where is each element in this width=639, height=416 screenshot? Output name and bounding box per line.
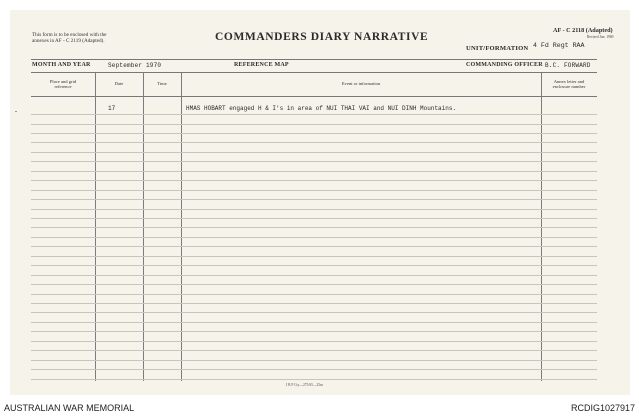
ruled-line — [31, 180, 597, 181]
header-top-rule — [31, 59, 597, 60]
table-header-bottom-rule — [31, 96, 597, 97]
form-code: AF - C 2118 (Adapted) — [553, 27, 613, 34]
ruled-line — [31, 284, 597, 285]
ruled-line — [31, 322, 597, 323]
ruled-line — [31, 124, 597, 125]
revised-note: Revised Jun. 1969 — [587, 35, 614, 39]
unit-formation-label: UNIT/FORMATION — [466, 45, 529, 52]
month-year-label: MONTH AND YEAR — [32, 62, 91, 68]
enclose-note-line-1: This form is to be enclosed with the — [32, 32, 107, 38]
entry-event: HMAS HOBART engaged H & I's in area of NUI THAI VAI and NUI DINH Mountains. — [186, 105, 457, 112]
ruled-line — [31, 369, 597, 370]
col-head-place-line-1: Place and grid — [49, 79, 77, 84]
printer-line: I B P Cty—275/65—25m — [286, 383, 323, 387]
commanding-officer-value: B.C. FORWARD — [545, 62, 591, 69]
ruled-line — [31, 379, 597, 380]
table-top-rule — [31, 72, 597, 73]
ruled-line — [31, 171, 597, 172]
ruled-line — [31, 142, 597, 143]
col-head-time — [143, 81, 181, 86]
ruled-line — [31, 218, 597, 219]
ruled-line — [31, 152, 597, 153]
ruled-line — [31, 341, 597, 342]
ruled-line — [31, 303, 597, 304]
ruled-line — [31, 227, 597, 228]
col-head-date — [95, 81, 143, 86]
ruled-line — [31, 350, 597, 351]
col-head-time-line-1: Time — [157, 81, 167, 86]
col-head-date-line-1: Date — [114, 81, 124, 86]
margin-tick — [15, 111, 17, 112]
ruled-line — [31, 161, 597, 162]
ruled-line — [31, 209, 597, 210]
ruled-line — [31, 331, 597, 332]
ruled-line — [31, 294, 597, 295]
ruled-line — [31, 275, 597, 276]
ruled-line — [31, 265, 597, 266]
col-head-annex-line-1: Annex letter and — [553, 79, 585, 84]
col-head-event-line-1: Event or information — [341, 81, 381, 86]
col-head-place-line-2: reference — [54, 84, 72, 90]
enclose-note-line-2: annexes in AF - C 2119 (Adapted). — [32, 38, 105, 45]
col-head-event — [181, 81, 541, 86]
ruled-line — [31, 133, 597, 134]
unit-formation-value: 4 Fd Regt RAA — [533, 42, 585, 49]
month-year-value: September 1970 — [108, 62, 162, 69]
enclose-note — [32, 32, 106, 44]
ruled-line — [31, 256, 597, 257]
ruled-line — [31, 190, 597, 191]
ruled-line — [31, 360, 597, 361]
col-head-annex — [541, 79, 597, 90]
archive-caption: AUSTRALIAN WAR MEMORIAL — [4, 403, 135, 413]
col-head-annex-line-2: enclosure number — [552, 84, 586, 90]
ruled-line — [31, 199, 597, 200]
archive-id: RCDIG1027917 — [570, 403, 635, 413]
ruled-line — [31, 312, 597, 313]
form-title: COMMANDERS DIARY NARRATIVE — [215, 31, 429, 43]
ruled-line — [31, 246, 597, 247]
ruled-line — [31, 237, 597, 238]
reference-map-label: REFERENCE MAP — [234, 62, 289, 68]
commanding-officer-label: COMMANDING OFFICER — [466, 62, 543, 68]
col-head-place — [31, 79, 95, 90]
ruled-line — [31, 114, 597, 115]
entry-date: 17 — [108, 105, 116, 112]
